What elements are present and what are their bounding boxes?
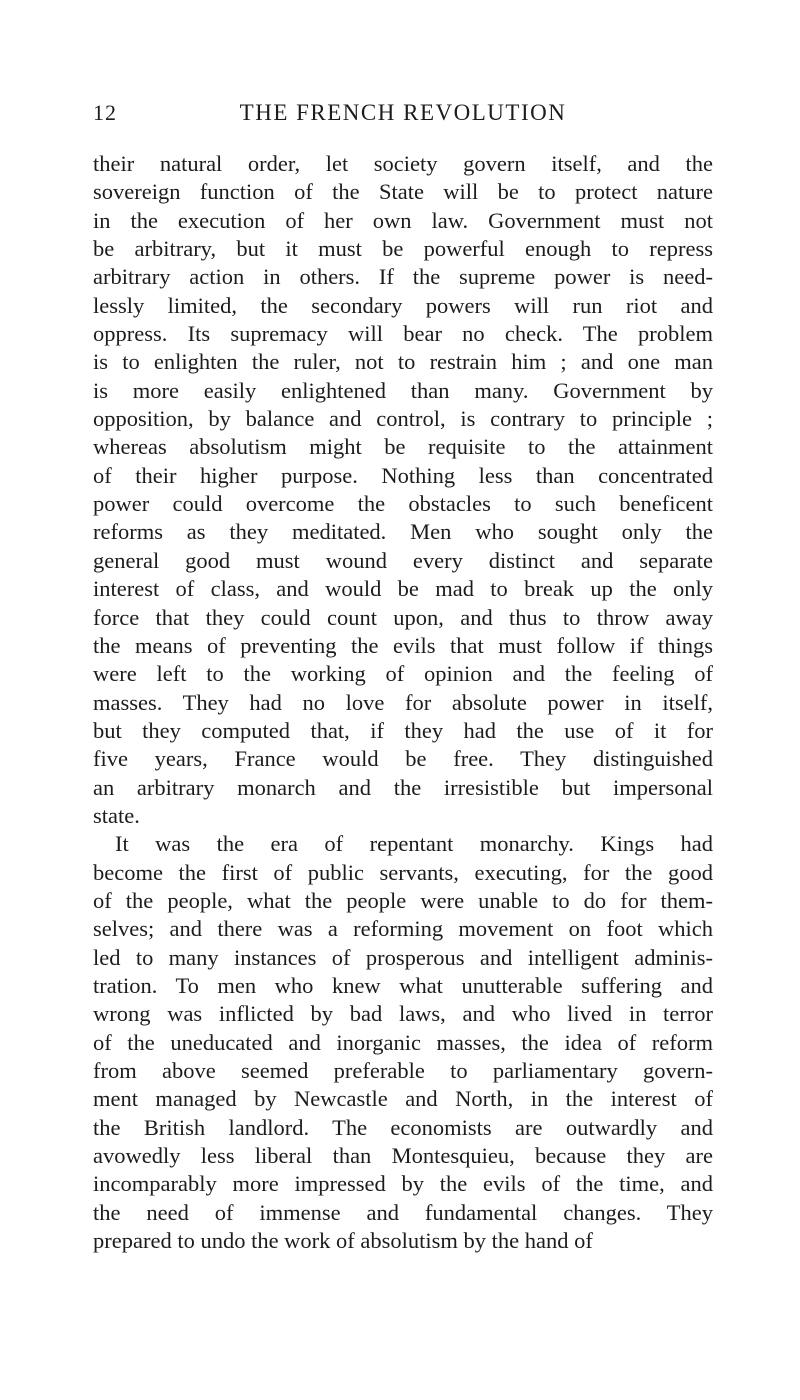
text-line: the means of preventing the evils that must follow if things [93, 632, 713, 658]
text-line: of their higher purpose. Nothing less than concentrated [93, 462, 713, 488]
page-header [93, 100, 713, 132]
text-line: interest of class, and would be mad to break up the only [93, 576, 713, 602]
running-title: THE FRENCH REVOLUTION [239, 100, 567, 125]
text-line: avowedly less liberal than Montesquieu, because they are [93, 1143, 713, 1169]
text-line: an arbitrary monarch and the irresistible but impersonal [93, 774, 713, 800]
text-line: is more easily enlightened than many. Government by [93, 377, 713, 403]
text-line: wrong was inflicted by bad laws, and who lived in terror [93, 1001, 713, 1027]
text-line: masses. They had no love for absolute power in itself, [93, 689, 713, 715]
text-line: It was the era of repentant monarchy. Kings had [115, 831, 713, 857]
text-line: opposition, by balance and control, is contrary to principle ; [93, 406, 713, 432]
text-line: the British landlord. The economists are outwardly and [93, 1114, 713, 1140]
text-line: of the people, what the people were unable to do for them- [93, 887, 713, 913]
text-line: reforms as they meditated. Men who sought only the [93, 519, 713, 545]
text-line: whereas absolutism might be requisite to the attainment [93, 434, 713, 460]
text-line: is to enlighten the ruler, not to restrain him ; and one man [93, 349, 713, 375]
text-line: general good must wound every distinct and separate [93, 547, 713, 573]
text-line: oppress. Its supremacy will bear no check. The problem [93, 321, 713, 347]
text-line: sovereign function of the State will be to protect nature [93, 179, 713, 205]
text-line: power could overcome the obstacles to such beneficent [93, 491, 713, 517]
text-line: prepared to undo the work of absolutism by the hand of [93, 1228, 593, 1254]
text-line: five years, France would be free. They distinguished [93, 746, 713, 772]
text-line: from above seemed preferable to parliamentary govern- [93, 1058, 713, 1083]
text-line: become the first of public servants, executing, for the good [93, 859, 713, 885]
body-text [93, 150, 713, 1255]
text-line: selves; and there was a reforming movement on foot which [93, 916, 713, 942]
text-line: be arbitrary, but it must be powerful enough to repress [93, 236, 713, 262]
text-line: tration. To men who knew what unutterable suffering and [93, 972, 713, 998]
text-line: ment managed by Newcastle and North, in the interest of [93, 1086, 713, 1112]
page-number: 12 [93, 100, 117, 125]
text-line: but they computed that, if they had the use of it for [93, 717, 713, 743]
text-line: incomparably more impressed by the evils of the time, and [93, 1171, 713, 1197]
text-line: force that they could count upon, and thus to throw away [93, 604, 713, 630]
text-line: state. [93, 802, 140, 828]
text-line: were left to the working of opinion and the feeling of [93, 661, 713, 687]
text-line: in the execution of her own law. Government must not [93, 207, 713, 233]
text-line: led to many instances of prosperous and intelligent adminis- [93, 944, 713, 970]
text-line: arbitrary action in others. If the supreme power is need- [93, 264, 713, 290]
text-line: their natural order, let society govern itself, and the [93, 151, 713, 176]
text-line: of the uneducated and inorganic masses, the idea of reform [93, 1029, 713, 1055]
text-line: lessly limited, the secondary powers will run riot and [93, 292, 713, 318]
text-line: the need of immense and fundamental changes. They [93, 1199, 713, 1225]
